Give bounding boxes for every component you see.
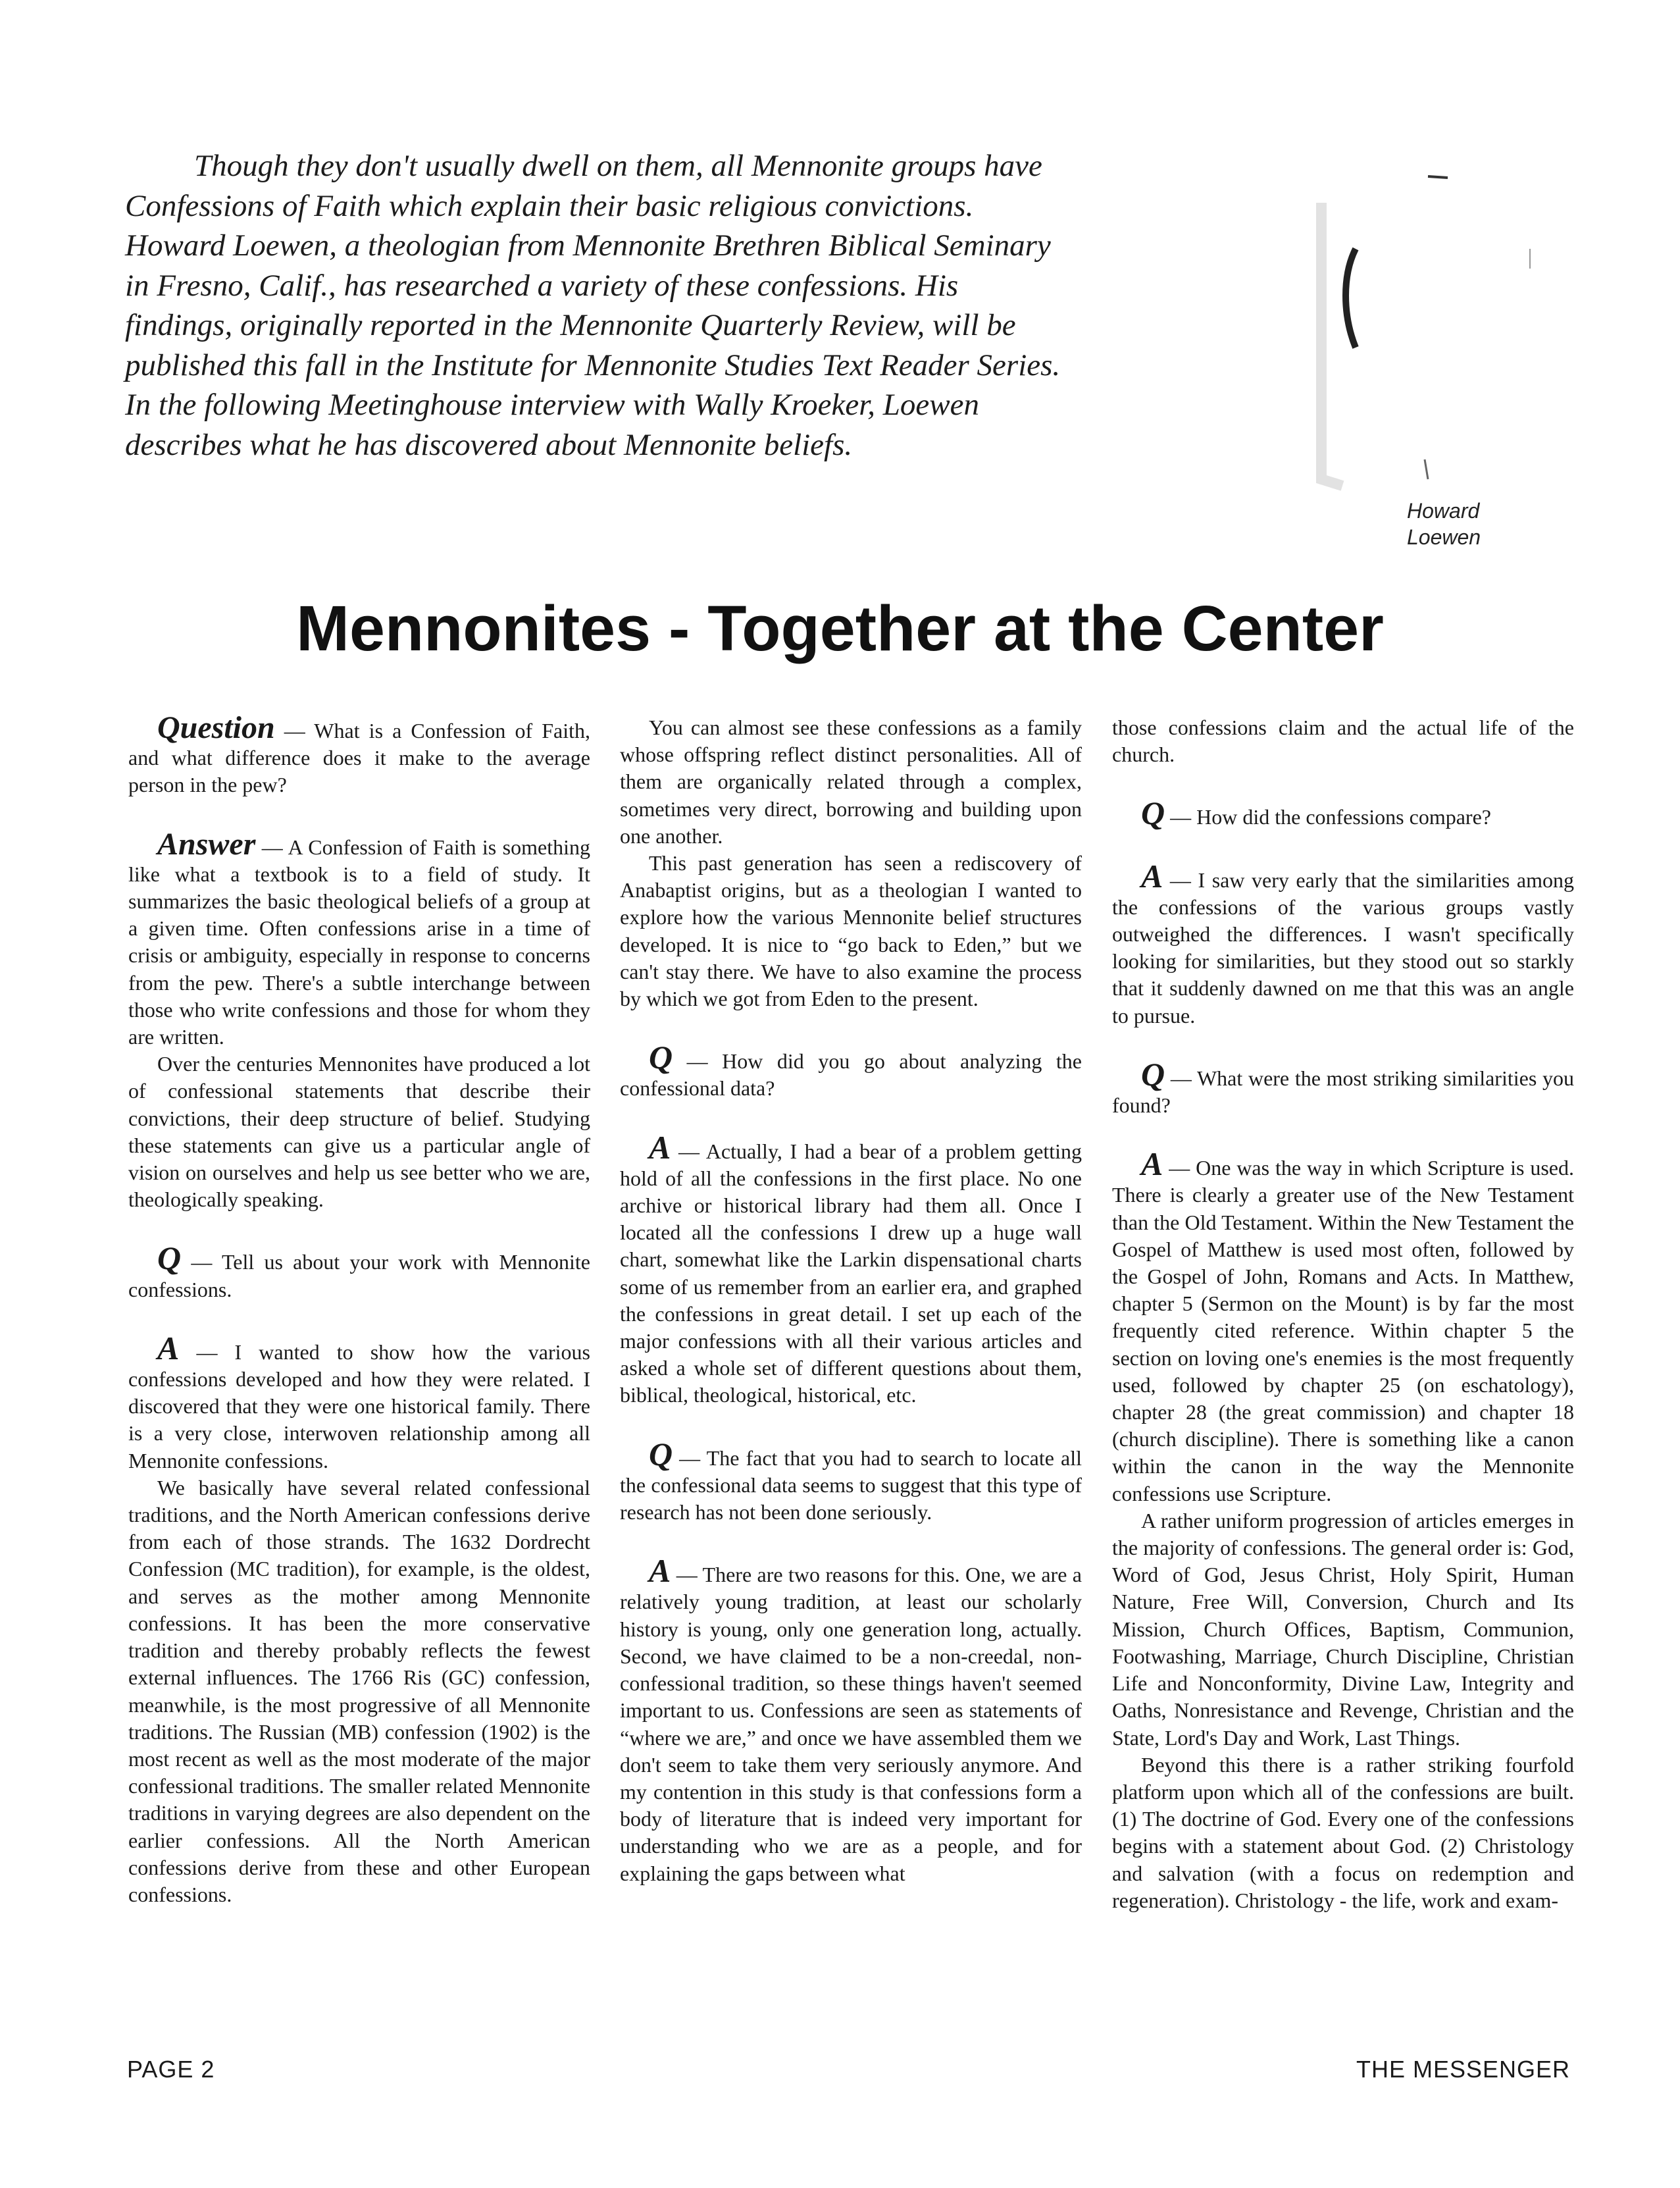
lead-word: Question bbox=[157, 710, 275, 745]
paragraph-text: — How did the confessions compare? bbox=[1165, 805, 1491, 829]
qa-paragraph bbox=[128, 1329, 590, 1474]
paragraph-text: We basically have several related confessional traditions, and the North American confessions derive from each of those strands. The 1632 Dordrecht Confession (MC tradition), for example, is the oldest, and serves as the mother among Mennonite confessions. It has been the more conservative tradition and thereby probably reflects the fewest external influences. The 1766 Ris (GC) confession, meanwhile, is the most progressive of all Mennonite traditions. The Russian (MB) confession (1902) is the most recent as well as the most moderate of the major confessional traditions. The smaller related Mennonite traditions in varying degrees are also dependent on the earlier confessions. All the North American confessions derive from these and other European confessions. bbox=[128, 1475, 590, 1906]
lead-letter: A bbox=[1141, 857, 1163, 895]
qa-paragraph bbox=[1112, 794, 1574, 832]
paragraph-text: — I saw very early that the similarities among the confessions of the various groups vastly outweighed the differences. I wasn't specifically looking for similarities, but they stood out so starkly that it suddenly dawned on me that this was an angle to pursue. bbox=[1112, 868, 1574, 1028]
lead-letter: Q bbox=[157, 1239, 182, 1277]
paragraph-text: — The fact that you had to search to locate all the confessional data seems to suggest that this type of research has not been done seriously. bbox=[620, 1446, 1082, 1524]
lead-letter: Q bbox=[1141, 1055, 1165, 1093]
paragraph-text: — How did you go about analyzing the confessional data? bbox=[620, 1049, 1082, 1101]
qa-paragraph bbox=[620, 1435, 1082, 1526]
lead-letter: A bbox=[649, 1128, 671, 1166]
paragraph-text: — What were the most striking similarities you found? bbox=[1112, 1066, 1574, 1118]
lead-letter: A bbox=[649, 1552, 671, 1590]
paragraph-text: — Tell us about your work with Mennonite confessions. bbox=[128, 1250, 590, 1301]
qa-paragraph bbox=[620, 1128, 1082, 1409]
lead-letter: A bbox=[157, 1329, 180, 1367]
portrait-image bbox=[1316, 150, 1540, 492]
paragraph-text: — I wanted to show how the various confessions developed and how they were related. I discovered that they were one historical family. There is a very close, interwoven relationship among all Mennonite confessions. bbox=[128, 1340, 590, 1472]
body-paragraph bbox=[620, 850, 1082, 1012]
qa-paragraph bbox=[128, 1239, 590, 1303]
body-paragraph bbox=[128, 1051, 590, 1213]
intro-paragraph: Though they don't usually dwell on them, all Mennonite groups have Confessions of Faith which explain their basic religious convictions. Howard Loewen, a theologian from Mennonite Brethren Biblical Seminary in Fresno, Calif., has researched a variety of these confessions. His findings, originally reported in the Mennonite Quarterly Review, will be published this fall in the Institute for Mennonite Studies Text Reader Series. In the following Meetinghouse interview with Wally Kroeker, Loewen describes what he has discovered about Mennonite beliefs. bbox=[125, 149, 1061, 462]
paragraph-text: those confessions claim and the actual life of the church. bbox=[1112, 716, 1574, 767]
paragraph-text: Beyond this there is a rather striking fourfold platform upon which all of the confessions are built. (1) The doctrine of God. Every one of the confessions begins with a statement about God. (2) Christology and salvation (with a focus on redemption and regeneration). Christology - the life, work and exam- bbox=[1112, 1752, 1574, 1912]
body-paragraph bbox=[620, 714, 1082, 850]
body-paragraph bbox=[128, 1474, 590, 1908]
body-paragraph bbox=[1112, 1752, 1574, 1914]
lead-letter: Q bbox=[649, 1039, 673, 1076]
qa-paragraph bbox=[128, 826, 590, 1051]
paragraph-text: You can almost see these confessions as a family whose offspring reflect distinct personalities. All of them are organically related through a complex, sometimes very direct, borrowing and building upon one another. bbox=[620, 716, 1082, 848]
paragraph-text: — A Confession of Faith is something like what a textbook is to a field of study. It summarizes the basic theological beliefs of a group at a given time. Often confessions arise in a time of crisis or ambiguity, especially in response to concerns from the pew. There's a subtle interchange between those who write confessions and those for whom they are written. bbox=[128, 835, 590, 1049]
article-column-3 bbox=[1112, 714, 1574, 1914]
page-number: PAGE 2 bbox=[127, 2056, 215, 2083]
paragraph-text: Over the centuries Mennonites have produced a lot of confessional statements that describe their convictions, their deep structure of belief. Studying these statements can give us a particular angle of vision on ourselves and help us see better who we are, theologically speaking. bbox=[128, 1052, 590, 1212]
article-column-2 bbox=[620, 714, 1082, 1887]
article-title: Mennonites - Together at the Center bbox=[296, 592, 1384, 664]
paragraph-text: — What is a Confession of Faith, and what difference does it make to the average person in the pew? bbox=[128, 719, 590, 797]
paragraph-text: — There are two reasons for this. One, we are a relatively young tradition, at least our scholarly history is young, only one generation long, actually. Second, we have claimed to be a non-creedal, non-confessional tradition, so these things haven't seemed important to us. Confessions are seen as statements of “where we are,” and once we have assembled them we don't seem to take them very seriously anymore. And my contention in this study is that confessions form a body of literature that is indeed very important for understanding who we are as a people, and for explaining the gaps between what bbox=[620, 1563, 1082, 1885]
body-paragraph bbox=[1112, 714, 1574, 768]
paragraph-text: This past generation has seen a rediscovery of Anabaptist origins, but as a theologian I wanted to explore how the various Mennonite belief structures developed. It is nice to “go back to Eden,” but we can't stay there. We have to also examine the process by which we got from Eden to the present. bbox=[620, 851, 1082, 1011]
lead-letter: A bbox=[1141, 1145, 1163, 1183]
lead-letter: Q bbox=[649, 1435, 673, 1472]
lead-letter: Q bbox=[1141, 794, 1165, 832]
lead-word: Answer bbox=[157, 826, 256, 862]
qa-paragraph bbox=[620, 1039, 1082, 1102]
paragraph-text: — One was the way in which Scripture is used. There is clearly a greater use of the New Testament than the Old Testament. Within the New Testament the Gospel of Matthew is used most often, followed by the Gospel of John, Romans and Acts. In Matthew, chapter 5 (Sermon on the Mount) is by far the most frequently cited reference. Within chapter 5 the section on loving one's enemies is the most frequently used, followed by chapter 25 (on eschatology), chapter 28 (the great commission) and chapter 18 (church discipline). There is something like a canon within the canon in the way the Mennonite confessions use Scripture. bbox=[1112, 1156, 1574, 1505]
paragraph-text: A rather uniform progression of articles emerges in the majority of confessions. The general order is: God, Word of God, Jesus Christ, Holy Spirit, Human Nature, Free Will, Conversion, Church and Its Mission, Church Offices, Baptism, Communion, Footwashing, Marriage, Church Discipline, Christian Life and Nonconformity, Divine Law, Integrity and Oaths, Nonresistance and Revenge, Christian and the State, Lord's Day and Work, Last Things. bbox=[1112, 1508, 1574, 1750]
qa-paragraph bbox=[128, 710, 590, 799]
article-column-1 bbox=[128, 710, 590, 1908]
qa-paragraph bbox=[620, 1552, 1082, 1887]
qa-paragraph bbox=[1112, 1055, 1574, 1119]
paragraph-text: — Actually, I had a bear of a problem getting hold of all the confessions in the first place. No one archive or historical library had them all. Once I located all the confessions I drew up a huge wall chart, somewhat like the Larkin dispensational charts some of us remember from an earlier era, and graphed the confessions in great detail. I set up each of the major confessions with all their various articles and asked a whole set of different questions about them, biblical, theological, historical, etc. bbox=[620, 1139, 1082, 1407]
photo-caption: Howard Loewen bbox=[1407, 499, 1481, 549]
body-paragraph bbox=[1112, 1507, 1574, 1752]
publication-name: THE MESSENGER bbox=[1356, 2056, 1570, 2083]
qa-paragraph bbox=[1112, 857, 1574, 1029]
qa-paragraph bbox=[1112, 1145, 1574, 1507]
author-photo bbox=[1316, 150, 1540, 492]
